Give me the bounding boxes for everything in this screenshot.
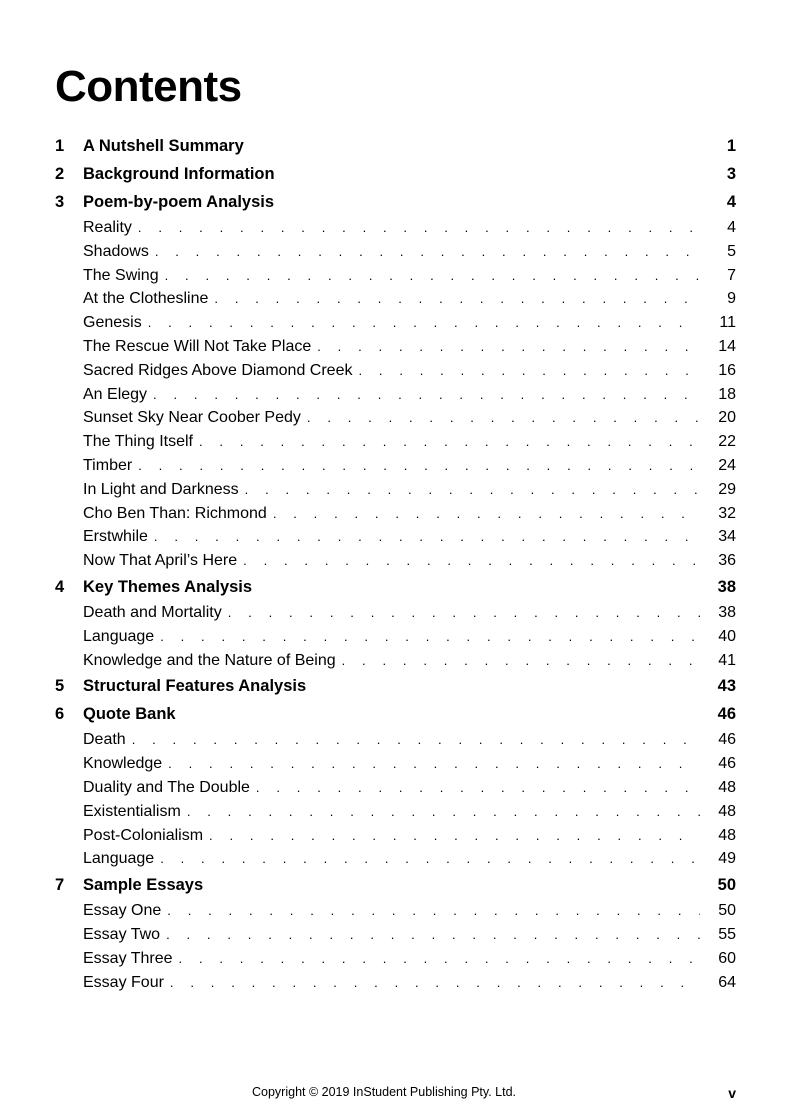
toc-entry[interactable] [55,287,736,311]
entry-title: Essay Three [83,949,173,967]
toc-entry[interactable] [55,335,736,359]
dot-leader [160,625,700,649]
toc-entry[interactable] [55,430,736,454]
toc-entry[interactable] [55,406,736,430]
entry-title: Sunset Sky Near Coober Pedy [83,409,301,427]
entry-title: Essay Two [83,925,161,943]
toc-entry[interactable] [55,824,736,848]
entry-page-number: 64 [718,973,736,991]
toc-entry[interactable] [55,264,736,288]
chapter-number: 6 [55,705,65,724]
entry-page-number: 38 [718,603,736,621]
chapter-title: Sample Essays [83,876,204,895]
chapter-page-number: 4 [726,193,736,211]
toc-chapter[interactable] [55,132,736,160]
page-footer [0,1085,790,1105]
chapter-number: 3 [55,193,65,211]
entry-page-number: 7 [727,266,736,284]
entry-title: Death and Mortality [83,603,222,621]
chapter-page-number: 38 [717,577,736,596]
entry-page-number: 4 [727,219,736,236]
chapter-page-number: 43 [717,677,736,696]
entry-title: An Elegy [83,385,148,403]
chapter-number: 4 [55,577,65,596]
entry-title: Knowledge [83,755,163,773]
entry-page-number: 50 [718,902,736,920]
entry-page-number: 24 [718,456,736,474]
chapter-title: Quote Bank [83,705,176,724]
chapter-page-number: 46 [717,705,736,724]
toc-chapter[interactable] [55,188,736,216]
entry-title: The Rescue Will Not Take Place [83,337,312,355]
dot-leader [245,478,700,502]
dot-leader [155,240,700,264]
entry-page-number: 9 [727,290,736,308]
page-title: Contents [55,62,242,111]
toc-entry[interactable] [55,549,736,573]
chapter-number: 5 [55,677,65,696]
entry-title: The Swing [83,266,159,284]
dot-leader [160,847,700,871]
entry-title: Death [83,731,126,749]
entry-page-number: 40 [718,627,736,645]
toc-entry[interactable] [55,240,736,264]
dot-leader [256,776,700,800]
dot-leader [166,923,700,947]
entry-page-number: 60 [718,949,736,967]
entry-page-number: 46 [718,731,736,749]
toc-chapter[interactable] [55,573,736,601]
dot-leader [273,502,700,526]
entry-title: Timber [83,456,133,474]
entry-page-number: 29 [718,480,736,498]
entry-page-number: 5 [727,242,736,260]
entry-title: Genesis [83,314,142,332]
dot-leader [358,359,700,383]
toc-entry[interactable] [55,947,736,971]
entry-title: Now That April’s Here [83,552,238,570]
entry-page-number: 55 [718,925,736,943]
chapter-title: Poem-by-poem Analysis [83,193,275,211]
dot-leader [342,649,700,673]
chapter-page-number: 1 [726,137,736,155]
entry-title: Post-Colonialism [83,826,204,844]
entry-title: Essay Four [83,973,164,991]
copyright-notice: Copyright © 2019 InStudent Publishing Pty. Ltd. [252,1085,517,1099]
entry-page-number: 48 [718,802,736,820]
entry-page-number: 36 [718,552,736,570]
toc-entry[interactable] [55,752,736,776]
toc-chapter[interactable] [55,700,736,728]
toc-entry[interactable] [55,359,736,383]
toc-entry[interactable] [55,383,736,407]
entry-page-number: 49 [718,850,736,868]
toc-entry[interactable] [55,923,736,947]
entry-page-number: 48 [718,778,736,796]
dot-leader [170,971,700,995]
toc-entry[interactable] [55,971,736,995]
toc-entry[interactable] [55,478,736,502]
entry-title: Language [83,850,155,868]
dot-leader [179,947,700,971]
entry-page-number: 46 [718,755,736,773]
entry-page-number: 34 [718,528,736,546]
toc-entry[interactable] [55,728,736,752]
entry-page-number: 32 [718,504,736,522]
entry-title: Sacred Ridges Above Diamond Creek [83,361,353,379]
entry-title: Duality and The Double [83,778,250,796]
dot-leader [199,430,700,454]
toc-entry[interactable] [55,502,736,526]
dot-leader [317,335,700,359]
toc-entry[interactable] [55,311,736,335]
dot-leader [243,549,700,573]
dot-leader [165,264,700,288]
entry-title: Language [83,627,155,645]
chapter-title: A Nutshell Summary [83,137,244,155]
toc-entry[interactable] [55,649,736,673]
entry-title: At the Clothesline [83,290,209,308]
toc-entry[interactable] [55,216,736,240]
toc-entry[interactable] [55,847,736,871]
toc-chapter[interactable] [55,672,736,700]
toc-chapter[interactable] [55,871,736,899]
entry-page-number: 16 [718,361,736,379]
entry-page-number: 20 [718,409,736,427]
entry-page-number: 48 [718,826,736,844]
toc-chapter[interactable] [55,160,736,188]
entry-page-number: 22 [718,433,736,451]
chapter-title: Background Information [83,165,275,183]
entry-title: Knowledge and the Nature of Being [83,651,336,669]
entry-title: Erstwhile [83,528,148,546]
dot-leader [168,752,700,776]
toc-entry[interactable] [55,776,736,800]
dot-leader [132,728,700,752]
dot-leader [148,311,700,335]
entry-title: The Thing Itself [83,433,193,451]
entry-title: Reality [83,219,132,236]
dot-leader [138,216,700,240]
entry-title: Shadows [83,242,149,260]
chapter-title: Key Themes Analysis [83,577,253,596]
entry-title: Essay One [83,902,162,920]
chapter-number: 2 [55,165,65,183]
entry-page-number: 11 [719,314,736,332]
chapter-number: 1 [55,137,65,155]
chapter-title: Structural Features Analysis [83,677,307,696]
chapter-page-number: 50 [717,876,736,895]
dot-leader [187,800,700,824]
toc-entry[interactable] [55,601,736,625]
toc-entry[interactable] [55,454,736,478]
entry-page-number: 14 [718,337,736,355]
page-number: v [728,1085,736,1101]
chapter-number: 7 [55,876,65,895]
dot-leader [153,383,700,407]
dot-leader [228,601,700,625]
dot-leader [167,899,700,923]
dot-leader [138,454,700,478]
toc-entry[interactable] [55,899,736,923]
toc-entry[interactable] [55,800,736,824]
toc-entry[interactable] [55,525,736,549]
entry-title: Cho Ben Than: Richmond [83,504,267,522]
toc-entry[interactable] [55,625,736,649]
dot-leader [307,406,700,430]
entry-title: In Light and Darkness [83,480,239,498]
dot-leader [154,525,700,549]
table-of-contents [55,132,736,994]
entry-page-number: 41 [718,651,736,669]
dot-leader [214,287,700,311]
dot-leader [209,824,700,848]
entry-page-number: 18 [718,385,736,403]
entry-title: Existentialism [83,802,181,820]
chapter-page-number: 3 [726,165,736,183]
